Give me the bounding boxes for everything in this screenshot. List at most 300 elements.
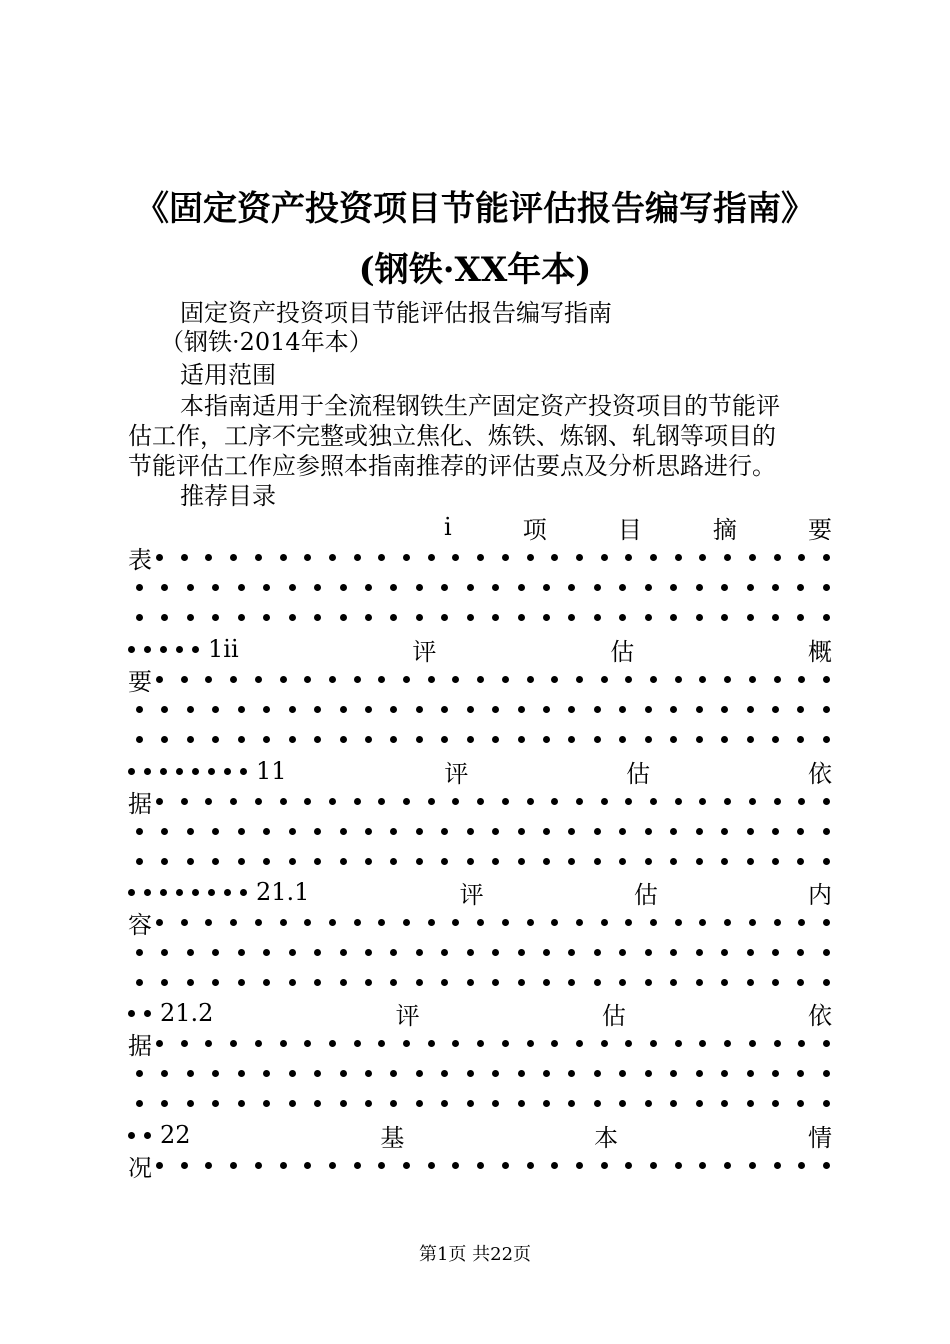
leader-dot (749, 676, 756, 683)
leader-dot (772, 614, 779, 621)
leader-dot (428, 919, 435, 926)
toc-entry[interactable] (128, 1120, 832, 1150)
leader-dot (452, 1040, 459, 1047)
leader-dot (568, 706, 575, 713)
leader-dot (212, 979, 219, 986)
toc-leader-row (128, 694, 832, 724)
leader-dot (340, 584, 347, 591)
toc-entry-number: i (444, 513, 452, 541)
leader-dot (797, 1100, 804, 1107)
leader-dot (724, 554, 731, 561)
leader-dot (502, 676, 509, 683)
leader-dot (543, 1070, 550, 1077)
leader-dot (650, 554, 657, 561)
leader-dot (365, 979, 372, 986)
leader-dot (551, 554, 558, 561)
leader-dot (441, 979, 448, 986)
leader-dot (212, 949, 219, 956)
toc-leader-row (128, 1028, 832, 1058)
leader-dot (208, 889, 215, 896)
page-footer: 第1页 共22页 (418, 1244, 532, 1265)
leader-dot (329, 798, 336, 805)
leader-dot (354, 1162, 361, 1169)
leader-dot (365, 1100, 372, 1107)
leader-dot (645, 584, 652, 591)
toc-entry-label: 据 (128, 789, 152, 818)
leader-dot (230, 919, 237, 926)
leader-dot (314, 736, 321, 743)
leader-dot (390, 979, 397, 986)
leader-dot (798, 676, 805, 683)
leader-dot (354, 798, 361, 805)
leader-dot (136, 614, 143, 621)
leader-dot (176, 768, 183, 775)
leader-dot (212, 858, 219, 865)
leader-dot (747, 614, 754, 621)
leader-dot (543, 584, 550, 591)
leader-dot (619, 828, 626, 835)
leader-dot (428, 1162, 435, 1169)
leader-dot (255, 676, 262, 683)
leader-dot (601, 676, 608, 683)
leader-dot (240, 768, 247, 775)
leader-dot (378, 798, 385, 805)
leader-dot (670, 1100, 677, 1107)
leader-dot (774, 1040, 781, 1047)
leader-dot (772, 949, 779, 956)
leader-dot (467, 584, 474, 591)
leader-dot (477, 676, 484, 683)
leader-dot (772, 979, 779, 986)
leader-dot (289, 584, 296, 591)
leader-dot (192, 646, 199, 653)
leader-dot (747, 736, 754, 743)
leader-dot (156, 919, 163, 926)
leader-dot (721, 1070, 728, 1077)
leader-dot (696, 736, 703, 743)
leader-dot (289, 614, 296, 621)
leader-dot (823, 828, 830, 835)
leader-dot (619, 736, 626, 743)
leader-dot (543, 614, 550, 621)
leader-dot (543, 1100, 550, 1107)
leader-dot (467, 1070, 474, 1077)
leader-dot (441, 736, 448, 743)
leader-dot (798, 919, 805, 926)
leader-dot (378, 1162, 385, 1169)
leader-dot (670, 584, 677, 591)
leader-dot (416, 584, 423, 591)
leader-dot (441, 858, 448, 865)
leader-dot (187, 1070, 194, 1077)
toc-entry[interactable] (128, 998, 832, 1028)
scope-paragraph-line: 节能评估工作应参照本指南推荐的评估要点及分析思路进行。 (128, 452, 776, 480)
toc-entry-label: 要 (128, 667, 152, 696)
leader-dot (161, 949, 168, 956)
leader-dot (181, 676, 188, 683)
leader-dot (543, 736, 550, 743)
leader-dot (551, 919, 558, 926)
document-title: 《固定资产投资项目节能评估报告编写指南》 (135, 189, 815, 229)
leader-dot (314, 584, 321, 591)
leader-dot (527, 919, 534, 926)
leader-dot (594, 584, 601, 591)
toc-entry[interactable] (444, 512, 832, 542)
leader-dot (823, 676, 830, 683)
leader-dot (747, 858, 754, 865)
leader-dot (238, 979, 245, 986)
toc-leader-row (128, 967, 832, 997)
leader-dot (304, 919, 311, 926)
toc-leader-row (128, 724, 832, 754)
leader-dot (747, 584, 754, 591)
toc-entry-char: 估 (601, 1001, 626, 1030)
leader-dot (128, 768, 135, 775)
leader-dot (365, 584, 372, 591)
leader-dot (502, 919, 509, 926)
toc-leader-row (128, 816, 832, 846)
leader-dot (696, 584, 703, 591)
leader-dot (594, 1100, 601, 1107)
leader-dot (645, 979, 652, 986)
leader-dot (619, 614, 626, 621)
leader-dot (696, 1070, 703, 1077)
leader-dot (670, 949, 677, 956)
leader-dot (263, 706, 270, 713)
leader-dot (568, 584, 575, 591)
toc-entry[interactable] (128, 877, 832, 907)
leader-dot (823, 1070, 830, 1077)
leader-dot (774, 554, 781, 561)
toc-entry-label: 据 (128, 1031, 152, 1060)
toc-leader-row (128, 907, 832, 937)
leader-dot (502, 798, 509, 805)
leader-dot (403, 798, 410, 805)
leader-dot (238, 736, 245, 743)
leader-dot (724, 798, 731, 805)
leader-dot (594, 706, 601, 713)
leader-dot (721, 584, 728, 591)
leader-dot (416, 949, 423, 956)
leader-dot (696, 949, 703, 956)
leader-dot (675, 919, 682, 926)
toc-entry-char: 评 (444, 759, 469, 788)
leader-dot (724, 919, 731, 926)
leader-dot (365, 949, 372, 956)
leader-dot (365, 706, 372, 713)
leader-dot (619, 979, 626, 986)
leader-dot (625, 919, 632, 926)
leader-dot (551, 1040, 558, 1047)
leader-dot (403, 919, 410, 926)
leader-dot (314, 949, 321, 956)
leader-dot (601, 798, 608, 805)
leader-dot (161, 828, 168, 835)
leader-dot (181, 798, 188, 805)
leader-dot (650, 1040, 657, 1047)
leader-dot (576, 1040, 583, 1047)
toc-entry[interactable] (128, 634, 832, 664)
leader-dot (477, 1040, 484, 1047)
toc-entry-char: 估 (610, 637, 635, 666)
leader-dot (416, 979, 423, 986)
leader-dot (594, 614, 601, 621)
leader-dot (699, 676, 706, 683)
toc-entry-number: 21.2 (160, 999, 214, 1027)
toc-entry-char: 评 (459, 880, 484, 909)
leader-dot (696, 1100, 703, 1107)
leader-dot (441, 584, 448, 591)
leader-dot (314, 828, 321, 835)
leader-dot (329, 919, 336, 926)
leader-dot (212, 614, 219, 621)
leader-dot (568, 979, 575, 986)
leader-dot (187, 736, 194, 743)
leader-dot (699, 1162, 706, 1169)
leader-dot (797, 828, 804, 835)
leader-dot (543, 828, 550, 835)
leader-dot (619, 1070, 626, 1077)
leader-dot (568, 736, 575, 743)
leader-dot (823, 1100, 830, 1107)
leader-dot (670, 858, 677, 865)
leader-dot (365, 736, 372, 743)
leader-dot (619, 949, 626, 956)
leader-dot (403, 1162, 410, 1169)
leader-dot (340, 706, 347, 713)
leader-dot (238, 1100, 245, 1107)
leader-dot (289, 828, 296, 835)
leader-dot (428, 1040, 435, 1047)
leader-dot (136, 706, 143, 713)
subtitle: 固定资产投资项目节能评估报告编写指南 (180, 299, 612, 327)
leader-dot (416, 706, 423, 713)
leader-dot (675, 798, 682, 805)
leader-dot (314, 979, 321, 986)
leader-dot (798, 798, 805, 805)
leader-dot (128, 1132, 135, 1139)
leader-dot (390, 828, 397, 835)
leader-dot (747, 706, 754, 713)
toc-entry-char: 要 (808, 515, 832, 544)
leader-dot (568, 858, 575, 865)
leader-dot (428, 676, 435, 683)
leader-dot (128, 646, 135, 653)
toc-entry-char: 估 (626, 759, 651, 788)
leader-dot (161, 979, 168, 986)
leader-dot (289, 736, 296, 743)
leader-dot (340, 979, 347, 986)
leader-dot (492, 828, 499, 835)
leader-dot (747, 1100, 754, 1107)
leader-dot (416, 1100, 423, 1107)
leader-dot (518, 828, 525, 835)
leader-dot (329, 554, 336, 561)
leader-dot (192, 889, 199, 896)
leader-dot (675, 1162, 682, 1169)
toc-entry-char: 评 (395, 1001, 420, 1030)
leader-dot (772, 584, 779, 591)
leader-dot (601, 554, 608, 561)
leader-dot (289, 706, 296, 713)
toc-entry-char: 项 (522, 515, 547, 544)
leader-dot (670, 736, 677, 743)
leader-dot (390, 949, 397, 956)
leader-dot (390, 736, 397, 743)
leader-dot (280, 1162, 287, 1169)
leader-dot (161, 1070, 168, 1077)
toc-entry-char: 摘 (712, 515, 737, 544)
leader-dot (136, 858, 143, 865)
leader-dot (144, 1010, 151, 1017)
leader-dot (280, 919, 287, 926)
leader-dot (161, 706, 168, 713)
leader-dot (670, 614, 677, 621)
leader-dot (675, 676, 682, 683)
leader-dot (452, 676, 459, 683)
toc-entry[interactable] (128, 756, 832, 786)
leader-dot (502, 1162, 509, 1169)
leader-dot (645, 736, 652, 743)
leader-dot (601, 1162, 608, 1169)
leader-dot (650, 676, 657, 683)
leader-dot (136, 584, 143, 591)
toc-entry-char: 依 (808, 1001, 832, 1030)
toc-heading: 推荐目录 (180, 482, 276, 510)
leader-dot (205, 1040, 212, 1047)
leader-dot (467, 979, 474, 986)
leader-dot (797, 979, 804, 986)
leader-dot (797, 858, 804, 865)
leader-dot (230, 554, 237, 561)
toc-leader-row (128, 937, 832, 967)
leader-dot (238, 584, 245, 591)
leader-dot (492, 979, 499, 986)
leader-dot (568, 828, 575, 835)
leader-dot (263, 979, 270, 986)
leader-dot (518, 614, 525, 621)
leader-dot (136, 1070, 143, 1077)
leader-dot (696, 828, 703, 835)
toc-entry-char: 基 (380, 1123, 405, 1152)
leader-dot (670, 1070, 677, 1077)
toc-leader-row (128, 1088, 832, 1118)
leader-dot (518, 706, 525, 713)
leader-dot (650, 798, 657, 805)
leader-dot (416, 614, 423, 621)
leader-dot (467, 949, 474, 956)
leader-dot (823, 979, 830, 986)
leader-dot (340, 858, 347, 865)
leader-dot (477, 798, 484, 805)
leader-dot (797, 614, 804, 621)
leader-dot (696, 979, 703, 986)
leader-dot (772, 828, 779, 835)
leader-dot (314, 614, 321, 621)
leader-dot (699, 554, 706, 561)
leader-dot (518, 858, 525, 865)
leader-dot (747, 1070, 754, 1077)
toc-entry-char: 本 (594, 1123, 619, 1152)
leader-dot (721, 828, 728, 835)
leader-dot (136, 736, 143, 743)
leader-dot (304, 554, 311, 561)
leader-dot (543, 949, 550, 956)
leader-dot (601, 1040, 608, 1047)
leader-dot (416, 736, 423, 743)
leader-dot (192, 768, 199, 775)
leader-dot (774, 676, 781, 683)
leader-dot (467, 828, 474, 835)
leader-dot (205, 554, 212, 561)
leader-dot (156, 676, 163, 683)
leader-dot (551, 1162, 558, 1169)
leader-dot (340, 949, 347, 956)
leader-dot (452, 798, 459, 805)
leader-dot (797, 1070, 804, 1077)
leader-dot (289, 949, 296, 956)
leader-dot (749, 1162, 756, 1169)
leader-dot (136, 979, 143, 986)
leader-dot (675, 554, 682, 561)
leader-dot (551, 798, 558, 805)
leader-dot (527, 798, 534, 805)
leader-dot (492, 1100, 499, 1107)
leader-dot (255, 798, 262, 805)
leader-dot (467, 736, 474, 743)
leader-dot (238, 614, 245, 621)
leader-dot (823, 554, 830, 561)
leader-dot (797, 736, 804, 743)
leader-dot (721, 949, 728, 956)
leader-dot (625, 554, 632, 561)
leader-dot (696, 858, 703, 865)
leader-dot (441, 828, 448, 835)
leader-dot (136, 828, 143, 835)
leader-dot (314, 858, 321, 865)
leader-dot (378, 554, 385, 561)
leader-dot (721, 736, 728, 743)
toc-entry-number: 22 (160, 1121, 191, 1149)
leader-dot (144, 646, 151, 653)
leader-dot (403, 1040, 410, 1047)
leader-dot (212, 736, 219, 743)
leader-dot (238, 1070, 245, 1077)
leader-dot (645, 614, 652, 621)
leader-dot (619, 858, 626, 865)
leader-dot (747, 979, 754, 986)
leader-dot (212, 1100, 219, 1107)
leader-dot (354, 676, 361, 683)
leader-dot (675, 1040, 682, 1047)
leader-dot (160, 889, 167, 896)
leader-dot (161, 858, 168, 865)
leader-dot (518, 1070, 525, 1077)
leader-dot (289, 1100, 296, 1107)
leader-dot (625, 676, 632, 683)
leader-dot (390, 614, 397, 621)
leader-dot (263, 1070, 270, 1077)
leader-dot (721, 858, 728, 865)
toc-entry-char: 评 (412, 637, 437, 666)
leader-dot (601, 919, 608, 926)
leader-dot (477, 554, 484, 561)
leader-dot (238, 706, 245, 713)
leader-dot (452, 1162, 459, 1169)
leader-dot (238, 828, 245, 835)
leader-dot (467, 858, 474, 865)
leader-dot (441, 706, 448, 713)
